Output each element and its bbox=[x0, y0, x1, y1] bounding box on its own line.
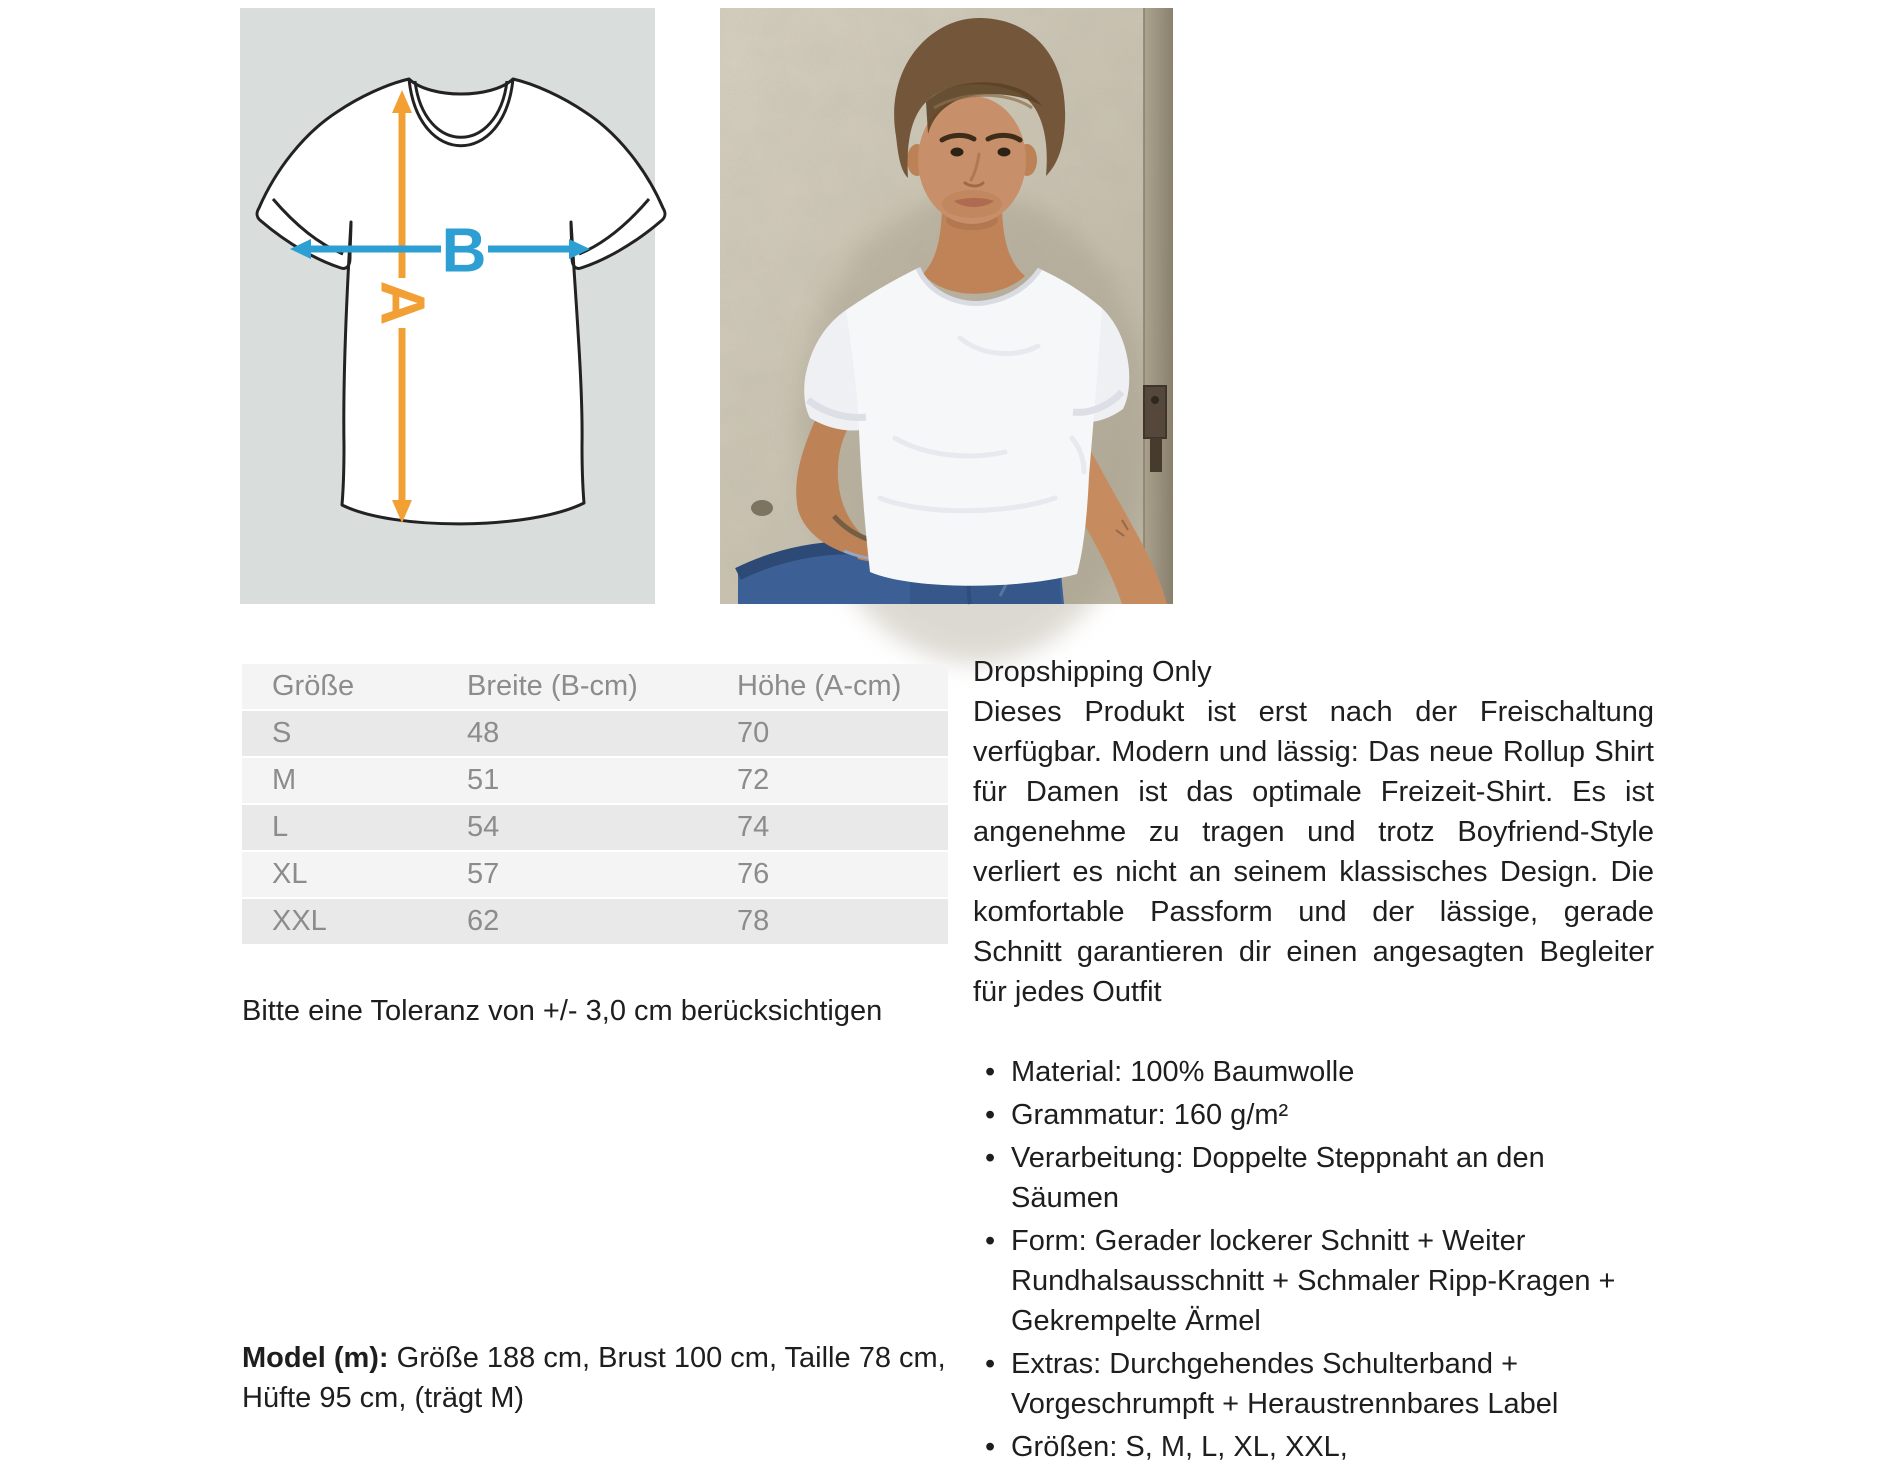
spec-form: • Form: Gerader lockerer Schnitt + Weiter Rundhalsausschnitt + Schmaler Ripp-Kragen + Gekrempelte Ärmel bbox=[973, 1221, 1654, 1341]
cell-size: S bbox=[272, 717, 292, 749]
spec-verarbeitung: • Verarbeitung: Doppelte Steppnaht an den Säumen bbox=[973, 1138, 1654, 1218]
column-header-groesse: Größe bbox=[272, 670, 355, 702]
cell-size: M bbox=[272, 764, 297, 796]
cell-breite: 48 bbox=[467, 717, 500, 749]
table-row-m bbox=[242, 758, 948, 803]
spec-grammatur: • Grammatur: 160 g/m² bbox=[973, 1095, 1654, 1135]
spec-groessen: • Größen: S, M, L, XL, XXL, bbox=[973, 1427, 1654, 1467]
column-header-breite: Breite (B-cm) bbox=[467, 670, 638, 702]
spec-extras: • Extras: Durchgehendes Schulterband + Vorgeschrumpft + Heraustrennbares Label bbox=[973, 1344, 1654, 1424]
spec-material: • Material: 100% Baumwolle bbox=[973, 1052, 1654, 1092]
product-description bbox=[973, 652, 1654, 1470]
spec-list bbox=[973, 1052, 1654, 1467]
cell-size: XXL bbox=[272, 905, 327, 937]
model-eye-left bbox=[951, 148, 964, 157]
cell-breite: 51 bbox=[467, 764, 500, 796]
cell-breite: 57 bbox=[467, 858, 500, 890]
table-row-xl bbox=[242, 852, 948, 897]
cell-size: XL bbox=[272, 858, 308, 890]
model-details: Größe 188 cm, Brust 100 cm, Taille 78 cm, Hüfte 95 cm, (trägt M) bbox=[242, 1342, 946, 1414]
model-label: Model (m): bbox=[242, 1342, 389, 1374]
cell-hoehe: 70 bbox=[737, 717, 770, 749]
cell-breite: 54 bbox=[467, 811, 500, 843]
cell-breite: 62 bbox=[467, 905, 500, 937]
model-measurements bbox=[242, 1338, 990, 1418]
description-paragraph: Dieses Produkt ist erst nach der Freischaltung verfügbar. Modern und lässig: Das neue Rollup Shirt für Damen ist das optimale Freizeit-Shirt. Es ist angenehme zu tragen und trotz Boyfriend-Style verliert es nicht an seinem klassisches Design. Die komfortable Passform und der lässige, gerade Schnitt garantieren dir einen angesagten Begleiter für jedes Outfit bbox=[973, 696, 1654, 1008]
column-header-hoehe: Höhe (A-cm) bbox=[737, 670, 902, 702]
description-heading: Dropshipping Only bbox=[973, 656, 1212, 688]
wall-hole bbox=[751, 500, 773, 516]
model-eye-right bbox=[998, 148, 1011, 157]
table-row-s bbox=[242, 711, 948, 756]
cell-size: L bbox=[272, 811, 289, 843]
arrow-a-label: A bbox=[367, 280, 437, 326]
size-diagram bbox=[240, 8, 655, 604]
tolerance-note: Bitte eine Toleranz von +/- 3,0 cm berücksichtigen bbox=[242, 995, 883, 1027]
size-table bbox=[242, 662, 948, 946]
tshirt-measurement-illustration bbox=[240, 8, 655, 604]
size-table-header-row bbox=[242, 664, 948, 709]
table-row-xxl bbox=[242, 899, 948, 944]
arrow-b-label: B bbox=[441, 216, 487, 286]
cell-hoehe: 76 bbox=[737, 858, 770, 890]
model-photo bbox=[720, 8, 1173, 604]
cell-hoehe: 72 bbox=[737, 764, 770, 796]
model-photo-illustration bbox=[720, 8, 1173, 604]
cell-hoehe: 78 bbox=[737, 905, 770, 937]
wall-corner-shadow bbox=[1144, 8, 1173, 604]
table-row-l bbox=[242, 805, 948, 850]
cell-hoehe: 74 bbox=[737, 811, 770, 843]
